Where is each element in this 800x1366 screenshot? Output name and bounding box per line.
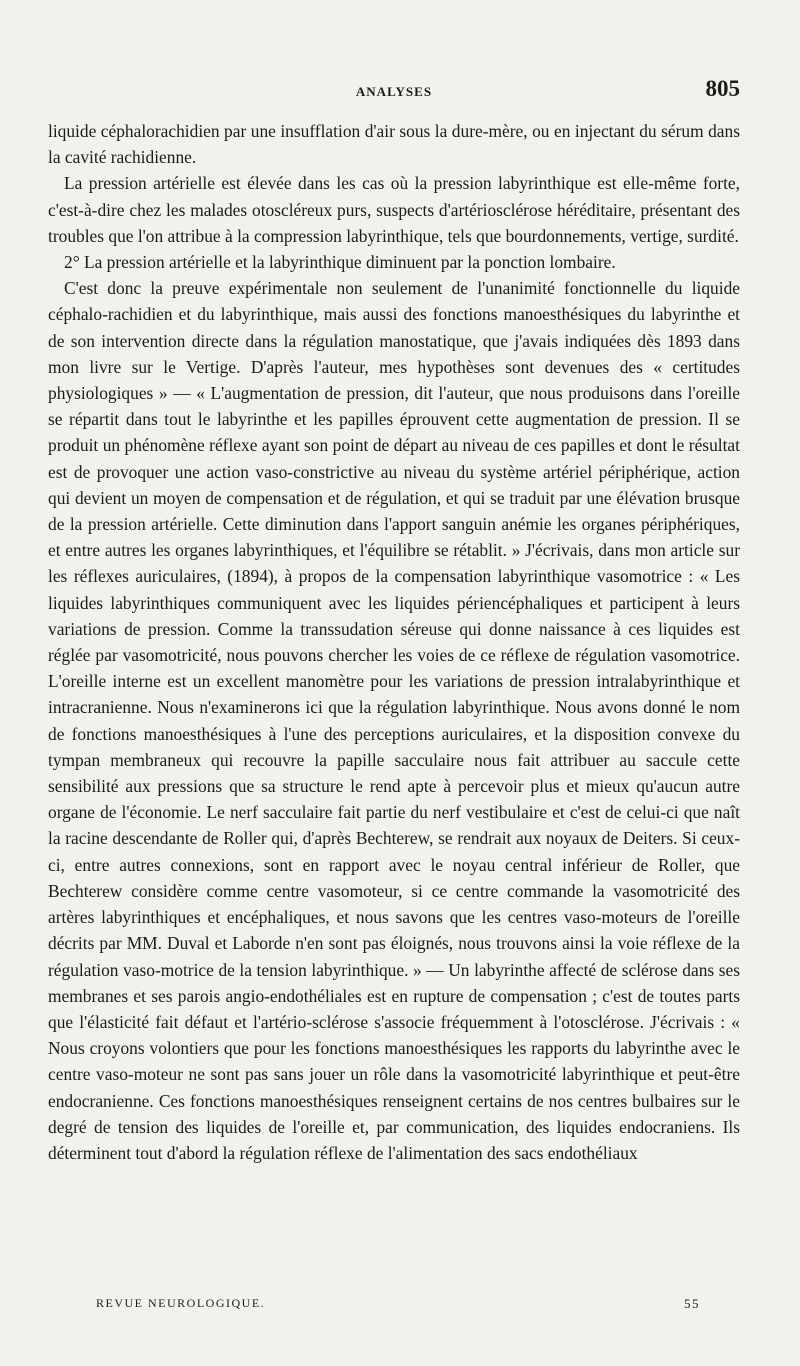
signature-mark: 55	[684, 1296, 700, 1311]
paragraph: liquide céphalorachidien par une insufflation d'air sous la dure-mère, ou en injectant du sérum dans la cavité rachidienne.	[48, 121, 740, 168]
paragraph: La pression artérielle est élevée dans les cas où la pression labyrinthique est elle-même forte, c'est-à-dire chez les malades otoscléreux purs, suspects d'artériosclérose héréditaire, présentant des troubles que l'on attribue à la compression labyrinthique, tels que bourdonnements, vertige, surdité.	[48, 173, 740, 246]
page-header	[48, 72, 740, 112]
page-footer	[48, 1296, 740, 1316]
page-number: 805	[705, 76, 740, 101]
paragraph: C'est donc la preuve expérimentale non seulement de l'unanimité fonctionnelle du liquide céphalo-rachidien et du labyrinthique, mais aussi des fonctions manoesthésiques du labyrinthe et de son intervention directe dans la régulation manostatique, que j'avais indiquées dès 1893 dans mon livre sur le Vertige. D'après l'auteur, mes hypothèses sont devenues des « certitudes physiologiques » — « L'augmentation de pression, dit l'auteur, que nous produisons dans l'oreille se répartit dans tout le labyrinthe et les papilles éprouvent cette augmentation de pression. Il se produit un phénomène réflexe ayant son point de départ au niveau de ces papilles et dont le résultat est de provoquer une action vaso-constrictive au niveau du système artériel périphérique, action qui devient un moyen de compensation et de régulation, et qui se traduit par une élévation brusque de la pression artérielle. Cette diminution dans l'apport sanguin anémie les organes périphériques, et entre autres les organes labyrinthiques, et l'équilibre se rétablit. » J'écrivais, dans mon article sur les réflexes auriculaires, (1894), à propos de la compensation labyrinthique vasomotrice : « Les liquides labyrinthiques communiquent avec les liquides périencéphaliques et participent à leurs variations de pression. Comme la transsudation séreuse qui donne naissance à ces liquides est réglée par vasomotricité, nous pouvons chercher les voies de ce réflexe de régulation vasomotrice. L'oreille interne est un excellent manomètre pour les variations de pression intralabyrinthique et intracranienne. Nous n'examinerons ici que la régulation labyrinthique. Nous avons donné le nom de fonctions manoesthésiques à l'une des perceptions auriculaires, et la disposition convexe du tympan membraneux qui recouvre la papille sacculaire nous fait attribuer au saccule cette sensibilité aux pressions que sa structure le rend apte à percevoir plus et mieux qu'aucun autre organe de l'économie. Le nerf sacculaire fait partie du nerf vestibulaire et c'est de celui-ci que naît la racine descendante de Roller qui, d'après Bechterew, se rendrait aux noyaux de Deiters. Si ceux-ci, entre autres connexions, sont en rapport avec le noyau central inférieur de Roller, que Bechterew considère comme centre vasomoteur, si ce centre commande la vasomotricité des artères labyrinthiques et encéphaliques, et nous savons que les centres vaso-moteurs de l'oreille décrits par MM. Duval et Laborde n'en sont pas éloignés, nous trouvons ainsi la voie réflexe de la régulation vaso-motrice de la tension labyrinthique. » — Un labyrinthe affecté de sclérose dans ses membranes et ses parois angio-endothéliales est en rupture de compensation ; c'est de toutes parts que l'élasticité fait défaut et l'artério-sclérose s'associe fréquemment à l'otosclérose. J'écrivais : « Nous croyons volontiers que pour les fonctions manoesthésiques les rapports du labyrinthe avec le centre vaso-moteur ne sont pas sans jouer un rôle dans la vasomotricité labyrinthique et peut-être endocranienne. Ces fonctions manoesthésiques renseignent certains de nos centres bulbaires sur le degré de tension des liquides de l'oreille et, par communication, des liquides endocraniens. Ils déterminent tout d'abord la régulation réflexe de l'alimentation des sacs endothéliaux	[48, 278, 740, 1163]
body-text	[48, 118, 740, 1166]
paragraph: 2° La pression artérielle et la labyrinthique diminuent par la ponction lombaire.	[64, 252, 616, 273]
running-head: ANALYSES	[355, 84, 433, 99]
journal-title: REVUE NEUROLOGIQUE.	[96, 1296, 266, 1310]
